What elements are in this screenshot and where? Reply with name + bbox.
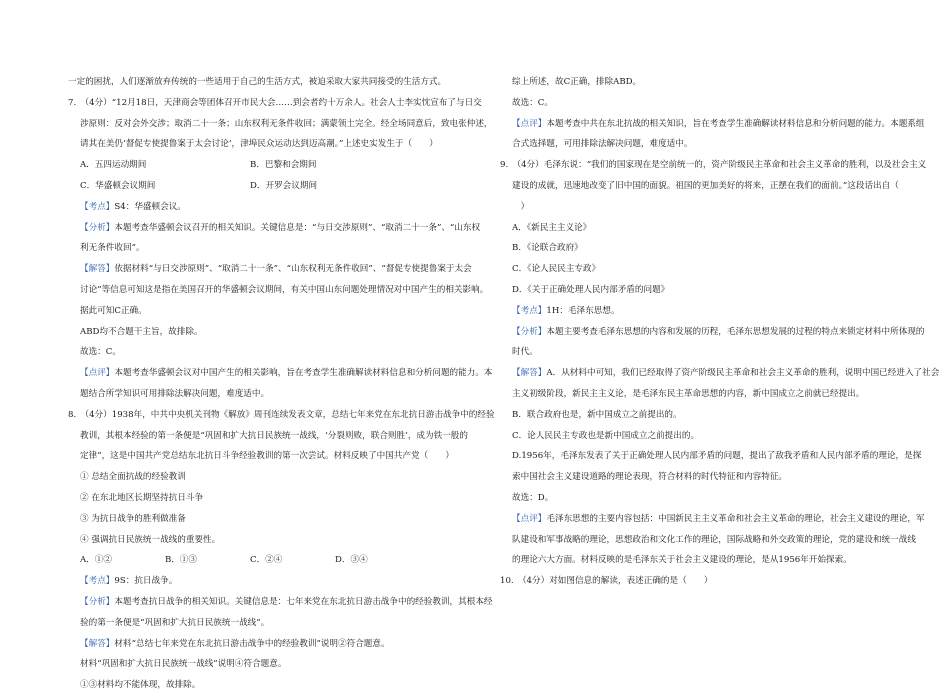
q7-jieda: 【解答】依据材料“与日交涉原则”、“取消二十一条”、“山东权利无条件收回”、“督促专使提鲁案于太会 bbox=[80, 264, 472, 275]
q8-option-c: C．②④ bbox=[250, 555, 283, 566]
kaodian-tag: 【考点】 bbox=[512, 305, 547, 316]
q9-option-d: D．《关于正确处理人民内部矛盾的问题》 bbox=[512, 284, 670, 295]
q9-stem-line: ） bbox=[512, 201, 530, 212]
q8-stem-line: 教训，其根本经验的第一条便是“巩固和扩大抗日民族统一战线，‘分裂则败，联合则胜’，成为铁一般的 bbox=[80, 430, 468, 441]
q7-option-c: C．华盛顿会议期间 bbox=[80, 180, 156, 191]
q9-jieda-line: 主义初级阶段，新民主主义论，是毛泽东民主革命思想的内容，新中国成立之前就已经提出。 bbox=[512, 388, 865, 399]
left-column bbox=[68, 72, 495, 696]
fenxi-tag: 【分析】 bbox=[80, 222, 115, 233]
q9-dianping-line: 队建设和军事战略的理论，思想政治和文化工作的理论，国际战略和外交政策的理论，党的建设和统一战线 bbox=[512, 534, 916, 545]
q7-option-a: A．五四运动期间 bbox=[80, 160, 147, 171]
kaodian-tag: 【考点】 bbox=[80, 201, 115, 212]
q10-stem: 10. （4分）对如图信息的解读，表述正确的是（ ） bbox=[500, 576, 713, 587]
question-9 bbox=[500, 155, 940, 571]
q8-option-d: D．③④ bbox=[335, 555, 368, 566]
dianping-tag: 【点评】 bbox=[512, 118, 547, 129]
q9-stem-line: 9. （4分）毛泽东说：“我们的国家现在是空前统一的，资产阶级民主革命和社会主义革命的胜利，以及社会主义 bbox=[500, 160, 927, 171]
q8-item: ① 总结全面抗战的经验教训 bbox=[80, 472, 186, 483]
q8-jieda-line: 材料“巩固和扩大抗日民族统一战线”说明④符合题意。 bbox=[80, 659, 287, 670]
q7-dianping: 【点评】本题考查华盛顿会议对中国产生的相关影响，旨在考查学生准确解读材料信息和分析问题的能力。本 bbox=[80, 368, 493, 379]
q8-dianping: 【点评】本题考查中共在东北抗战的相关知识，旨在考查学生准确解读材料信息和分析问题的能力。本题系组 bbox=[512, 118, 925, 129]
q7-kaodian: 【考点】S4：华盛顿会议。 bbox=[80, 201, 186, 212]
q7-option-d: D．开罗会议期间 bbox=[250, 180, 318, 191]
jieda-tag: 【解答】 bbox=[512, 368, 547, 379]
q9-option-c: C．《论人民民主专政》 bbox=[512, 264, 601, 275]
q9-jieda-line: 索中国社会主义建设道路的理论表现，符合材料的时代特征和内容特征。 bbox=[512, 472, 788, 483]
q7-jieda-line: ABD均不合题干主旨，故排除。 bbox=[80, 326, 203, 337]
q8-item: ② 在东北地区长期坚持抗日斗争 bbox=[80, 492, 204, 503]
question-7 bbox=[68, 93, 493, 405]
q9-dianping-line: 的理论六大方面。材料反映的是毛泽东关于社会主义建设的理论，是从1956年开始探索。 bbox=[512, 555, 852, 566]
q8-answer: 故选：C。 bbox=[512, 97, 553, 108]
q8-fenxi-line: 验的第一条便是“巩固和扩大抗日民族统一战线”。 bbox=[80, 617, 270, 628]
q7-stem-line: 7. （4分）“12月18日，天津商会等团体召开市民大会……到会者约十万余人。社会人士李实忱宣布了与日交 bbox=[68, 97, 482, 108]
q8-item: ③ 为抗日战争的胜利做准备 bbox=[80, 513, 186, 524]
q9-jieda-line: C．论人民民主专政也是新中国成立之前提出的。 bbox=[512, 430, 700, 441]
q7-options-row bbox=[68, 155, 476, 176]
q7-stem-line: 涉原则：反对会外交涉；取消二十一条；山东权利无条件收回；满蒙领土完全。经全场同意后，致电张仲述， bbox=[80, 118, 493, 129]
q7-options-row bbox=[68, 176, 476, 197]
intro-text: 一定的困扰，人们逐渐放弃传统的一些适用于自己的生活方式，被迫采取大家共同接受的生活方式。 bbox=[68, 77, 447, 87]
q9-jieda-line: 故选：D。 bbox=[512, 492, 554, 503]
fenxi-tag: 【分析】 bbox=[512, 326, 547, 337]
q7-jieda-line: 据此可知C正确。 bbox=[80, 305, 147, 316]
dianping-tag: 【点评】 bbox=[512, 513, 547, 524]
q8-item: ④ 强调抗日民族统一战线的重要性。 bbox=[80, 534, 221, 545]
q8-stem-line: 8. （4分）1938年，中共中央机关刊物《解放》周刊连续发表文章，总结七年来党在东北抗日游击战争中的经验 bbox=[68, 409, 495, 420]
q9-dianping: 【点评】毛泽东思想的主要内容包括：中国新民主主义革命和社会主义革命的理论，社会主义建设的理论，军 bbox=[512, 513, 925, 524]
q9-jieda-line: D.1956年，毛泽东发表了关于正确处理人民内部矛盾的问题，提出了敌我矛盾和人民内部矛盾的理论，是探 bbox=[512, 451, 922, 462]
question-8 bbox=[68, 405, 495, 696]
q8-conclusion: 综上所述，故C正确，排除ABD。 bbox=[512, 77, 642, 87]
q7-jieda-line: 讨论”等信息可知这是指在美国召开的华盛顿会议期间，有关中国山东问题处理情况对中国产生的相关影响。 bbox=[80, 284, 489, 295]
q9-fenxi: 【分析】本题主要考查毛泽东思想的内容和发展的历程，毛泽东思想发展的过程的特点来锁定材料中所体现的 bbox=[512, 326, 925, 337]
q7-fenxi: 【分析】本题考查华盛顿会议召开的相关知识。关键信息是：“与日交涉原则”、“取消二十一条”、“山东权 bbox=[80, 222, 481, 233]
right-column bbox=[500, 72, 940, 592]
q7-jieda-line: 故选：C。 bbox=[80, 347, 121, 358]
q9-kaodian: 【考点】1H：毛泽东思想。 bbox=[512, 305, 620, 316]
q9-jieda-line: B．联合政府也是，新中国成立之前提出的。 bbox=[512, 409, 682, 420]
fenxi-tag: 【分析】 bbox=[80, 596, 115, 607]
q7-dianping-line: 题结合所学知识可用排除法解决问题，难度适中。 bbox=[80, 388, 270, 399]
q9-jieda: 【解答】A．从材料中可知，我们已经取得了资产阶级民主革命和社会主义革命的胜利，说明中国已经进入了社会 bbox=[512, 368, 940, 379]
q9-fenxi-line: 时代。 bbox=[512, 347, 538, 358]
q8-option-b: B．①③ bbox=[165, 555, 198, 566]
q9-stem-line: 建设的成就，迅速地改变了旧中国的面貌。祖国的更加美好的将来，正摆在我们的面前。”这段话出自（ bbox=[512, 180, 899, 191]
q8-kaodian: 【考点】9S：抗日战争。 bbox=[80, 576, 178, 587]
q8-jieda: 【解答】材料“总结七年来党在东北抗日游击战争中的经验教训”说明②符合题意。 bbox=[80, 638, 390, 649]
jieda-tag: 【解答】 bbox=[80, 638, 115, 649]
q9-option-b: B．《论联合政府》 bbox=[512, 243, 583, 254]
q9-option-a: A．《新民主主义论》 bbox=[512, 222, 592, 233]
q7-option-b: B．巴黎和会期间 bbox=[250, 160, 317, 171]
dianping-tag: 【点评】 bbox=[80, 368, 115, 379]
q8-options-row bbox=[68, 550, 476, 571]
jieda-tag: 【解答】 bbox=[80, 264, 115, 275]
q7-fenxi-line: 利无条件收回”。 bbox=[80, 243, 145, 254]
q8-fenxi: 【分析】本题考查抗日战争的相关知识。关键信息是：七年来党在东北抗日游击战争中的经验教训，其根本经 bbox=[80, 596, 493, 607]
q8-jieda-line: ①③材料均不能体现，故排除。 bbox=[80, 680, 201, 691]
q8-option-a: A．①② bbox=[80, 555, 112, 566]
q7-stem-line: 请其在美仍‘督促专使提鲁案于太会讨论’，津埠民众运动达到迈高潮。”上述史实发生于（ ） bbox=[80, 139, 438, 150]
q8-stem-line: 定律”，这是中国共产党总结东北抗日斗争经验教训的第一次尝试。材料反映了中国共产党（ ） bbox=[80, 451, 454, 462]
kaodian-tag: 【考点】 bbox=[80, 576, 115, 587]
q8-dianping-line: 合式选择题，可用排除法解决问题，难度适中。 bbox=[512, 139, 693, 150]
